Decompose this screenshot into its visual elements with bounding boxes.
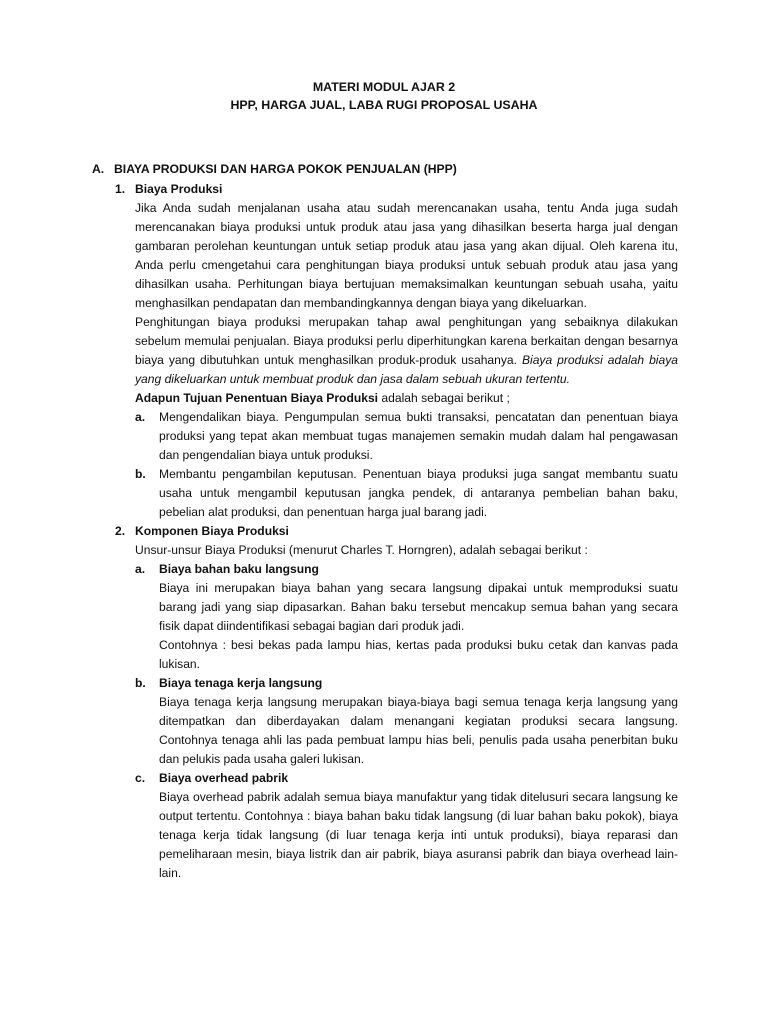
subsection-1-title: Biaya Produksi xyxy=(135,182,223,196)
paragraph-2-definition: Biaya produksi adalah biaya yang dikeluarkan untuk membuat produk dan jasa dalam sebuah ukuran tertentu. xyxy=(135,353,678,386)
list-item xyxy=(135,560,678,579)
list-item-text: Membantu pengambilan keputusan. Penentuan biaya produksi juga sangat membantu suatu usaha untuk mengambil keputusan jangka pendek, di antaranya pembelian bahan baku, pebelian alat produksi, dan penentuan harga jual barang jadi. xyxy=(159,467,678,519)
subsection-1-number: 1. xyxy=(115,182,126,196)
subsection-2-intro: Unsur-unsur Biaya Produksi (menurut Charles T. Horngren), adalah sebagai berikut : xyxy=(135,543,588,557)
list-item-example: Contohnya : besi bekas pada lampu hias, kertas pada produksi buku cetak dan kanvas pada lukisan. xyxy=(159,638,678,671)
paragraph-2 xyxy=(135,313,678,389)
list-item-paragraph: Biaya ini merupakan biaya bahan yang secara langsung dipakai untuk memproduksi suatu barang jadi yang siap dipasarkan. Bahan baku tersebut mencakup semua bahan yang secara fisik dapat diindentifikasi sebagai bagian dari produk jadi. xyxy=(159,581,678,633)
section-a-content xyxy=(115,180,678,883)
subsection-2-body xyxy=(115,541,678,883)
purpose-line xyxy=(135,389,678,408)
list-item-title: Biaya tenaga kerja langsung xyxy=(159,676,323,690)
list-item-letter: a. xyxy=(135,562,146,576)
section-a-title: BIAYA PRODUKSI DAN HARGA POKOK PENJUALAN (HPP) xyxy=(114,162,457,176)
purpose-rest: adalah sebagai berikut ; xyxy=(378,391,510,405)
list-item-letter: a. xyxy=(135,410,146,424)
list-item-body xyxy=(135,579,678,674)
subsection-2-number: 2. xyxy=(115,524,126,538)
list-item xyxy=(135,769,678,788)
section-a-mark: A. xyxy=(92,162,105,176)
document-title: MATERI MODUL AJAR 2 xyxy=(312,80,456,94)
list-item-letter: c. xyxy=(135,771,146,785)
list-item-paragraph: Biaya tenaga kerja langsung merupakan biaya-biaya bagi semua tenaga kerja langsung yang ditempatkan dan diberdayakan dalam menangani kegiatan produksi secara langsung. Contohnya tenaga ahli las pada pembuat lampu hias beli, penulis pada usaha penerbitan buku dan pelukis pada usaha galeri lukisan. xyxy=(159,695,678,766)
paragraph-1: Jika Anda sudah menjalanan usaha atau sudah merencanakan usaha, tentu Anda juga sudah merencanakan biaya produksi untuk produk atau jasa yang dihasilkan beserta harga jual dengan gambaran perolehan keuntungan untuk setiap produk atau jasa yang akan dijual. Oleh karena itu, Anda perlu cmengetahui cara penghitungan biaya produksi untuk sebuah produk atau jasa yang dihasilkan usaha. Perhitungan biaya bertujuan memaksimalkan keuntungan sebuah usaha, yaitu menghasilkan pendapatan dan membandingkannya dengan biaya yang dikeluarkan. xyxy=(135,201,678,310)
purpose-label: Adapun Tujuan Penentuan Biaya Produksi xyxy=(135,391,379,405)
subsection-2-title: Komponen Biaya Produksi xyxy=(135,524,289,538)
section-a-heading xyxy=(92,162,457,176)
list-item xyxy=(135,465,678,522)
list-item-text: Mengendalikan biaya. Pengumpulan semua bukti transaksi, pencatatan dan penentuan biaya produksi yang tepat akan membuat tugas manajemen semakin mudah dalam hal pengawasan dan pengendalian biaya untuk produksi. xyxy=(159,410,678,462)
list-item-body xyxy=(135,693,678,769)
list-item xyxy=(135,408,678,465)
list-item-letter: b. xyxy=(135,676,146,690)
list-item-letter: b. xyxy=(135,467,146,481)
subsection-2-heading xyxy=(115,522,678,541)
list-item-paragraph: Biaya overhead pabrik adalah semua biaya manufaktur yang tidak ditelusuri secara langsung ke output tertentu. Contohnya : biaya bahan baku tidak langsung (di luar bahan baku pokok), biaya tenaga kerja tidak langsung (di luar tenaga kerja inti untuk produksi), biaya reparasi dan pemeliharaan mesin, biaya listrik dan air pabrik, biaya asuransi pabrik dan biaya overhead lain-lain. xyxy=(159,790,678,880)
list-item-title: Biaya overhead pabrik xyxy=(159,771,289,785)
list-item-title: Biaya bahan baku langsung xyxy=(159,562,319,576)
subsection-1-heading xyxy=(115,180,678,199)
list-item xyxy=(135,674,678,693)
subsection-1-body xyxy=(115,199,678,522)
list-item-body xyxy=(135,788,678,883)
document-subtitle: HPP, HARGA JUAL, LABA RUGI PROPOSAL USAHA xyxy=(230,98,538,112)
paragraph-2-text: Penghitungan biaya produksi merupakan tahap awal penghitungan yang sebaiknya dilakukan sebelum memulai penjualan. Biaya produksi perlu diperhitungkan karena berkaitan dengan besarnya biaya yang dibutuhkan untuk menghasilkan produk-produk usahanya. xyxy=(135,315,678,367)
